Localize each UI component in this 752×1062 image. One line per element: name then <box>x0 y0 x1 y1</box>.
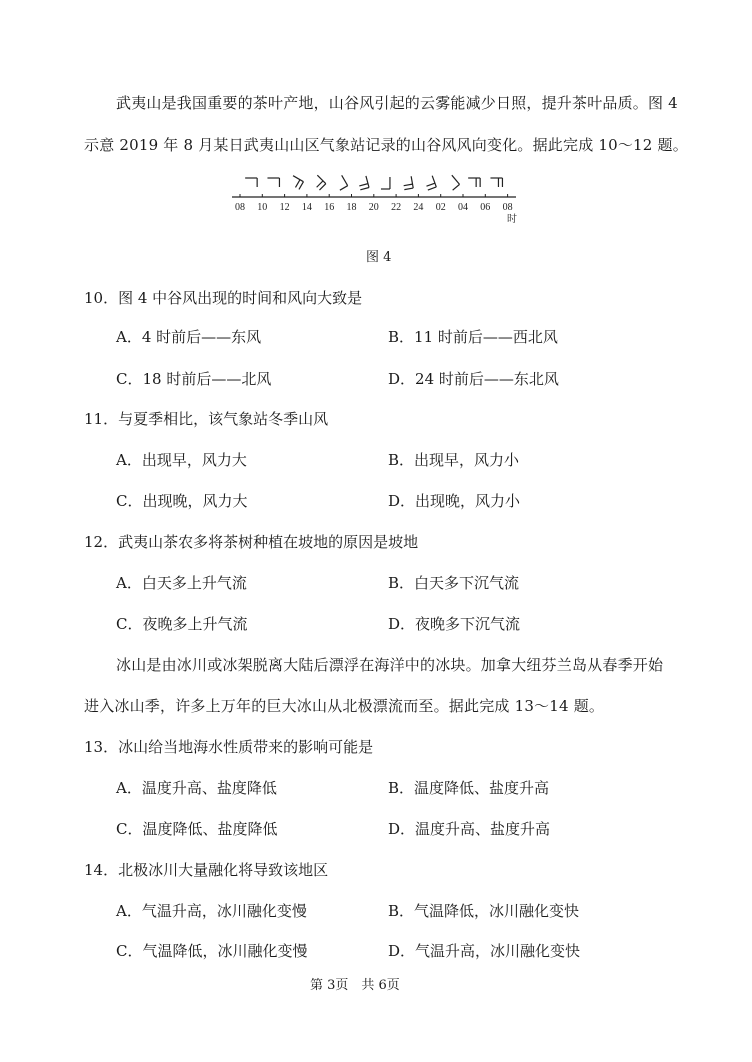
q10-option-a[interactable]: A．4 时前后——东风 <box>116 328 262 346</box>
time-tick-label: 22 <box>391 202 402 213</box>
question-11-stem: 11．与夏季相比，该气象站冬季山风 <box>84 410 329 428</box>
wind-barb <box>468 178 480 187</box>
q10-option-c[interactable]: C．18 时前后——北风 <box>116 370 272 388</box>
q14-option-c[interactable]: C．气温降低，冰川融化变慢 <box>116 942 308 960</box>
q14-option-b[interactable]: B．气温降低，冰川融化变快 <box>388 902 580 920</box>
wind-barb <box>289 176 304 190</box>
question-14-stem: 14．北极冰川大量融化将导致该地区 <box>84 861 329 879</box>
question-13-stem: 13．冰山给当地海水性质带来的影响可能是 <box>84 738 374 756</box>
wind-barb <box>245 178 257 187</box>
q11-option-b[interactable]: B．出现早，风力小 <box>388 451 520 469</box>
time-tick-label: 16 <box>324 202 335 213</box>
wind-barb <box>424 176 437 190</box>
q11-option-a[interactable]: A．出现早，风力大 <box>116 451 247 469</box>
q12-option-a[interactable]: A．白天多上升气流 <box>116 574 247 592</box>
q10-option-d[interactable]: D．24 时前后——东北风 <box>388 370 559 388</box>
question-12-stem: 12．武夷山茶农多将茶树种植在坡地的原因是坡地 <box>84 533 419 551</box>
q13-option-c[interactable]: C．温度降低、盐度降低 <box>116 820 278 838</box>
figure-caption: 图 4 <box>366 250 392 265</box>
time-tick-labels <box>235 202 513 213</box>
time-unit-label: 时 <box>507 214 517 225</box>
wind-barb <box>381 177 390 189</box>
time-tick-label: 24 <box>413 202 424 213</box>
q12-option-d[interactable]: D．夜晚多下沉气流 <box>388 615 521 633</box>
passage1-line1: 武夷山是我国重要的茶叶产地，山谷风引起的云雾能减少日照，提升茶叶品质。图 4 <box>116 94 678 112</box>
q14-option-d[interactable]: D．气温升高，冰川融化变快 <box>388 942 581 960</box>
q12-option-c[interactable]: C．夜晚多上升气流 <box>116 615 248 633</box>
wind-barb <box>334 175 348 190</box>
time-tick-label: 08 <box>235 202 245 213</box>
wind-barb <box>402 176 413 189</box>
time-tick-label: 12 <box>279 202 290 213</box>
q13-option-b[interactable]: B．温度降低、盐度升高 <box>388 779 550 797</box>
passage1-line2: 示意 2019 年 8 月某日武夷山山区气象站记录的山谷风风向变化。据此完成 10～12 题。 <box>84 136 688 154</box>
time-tick-label: 14 <box>301 202 312 213</box>
time-tick-label: 10 <box>257 202 268 213</box>
wind-direction-figure <box>226 170 526 232</box>
wind-barb <box>267 178 279 187</box>
q10-option-b[interactable]: B．11 时前后——西北风 <box>388 328 558 346</box>
passage2-line2: 进入冰山季，许多上万年的巨大冰山从北极漂流而至。据此完成 13～14 题。 <box>84 697 605 715</box>
time-tick-label: 20 <box>368 202 379 213</box>
time-tick-label: 06 <box>480 202 491 213</box>
time-tick-label: 02 <box>435 202 446 213</box>
wind-barbs <box>245 175 502 190</box>
wind-barb <box>357 176 369 190</box>
passage2-line1: 冰山是由冰川或冰架脱离大陆后漂浮在海洋中的冰块。加拿大纽芬兰岛从春季开始 <box>116 656 664 674</box>
q14-option-a[interactable]: A．气温升高，冰川融化变慢 <box>116 902 307 920</box>
time-tick-label: 04 <box>458 202 468 213</box>
q12-option-b[interactable]: B．白天多下沉气流 <box>388 574 520 592</box>
q13-option-a[interactable]: A．温度升高、盐度降低 <box>116 779 277 797</box>
time-tick-label: 18 <box>346 202 357 213</box>
q11-option-d[interactable]: D．出现晚，风力小 <box>388 492 521 510</box>
q11-option-c[interactable]: C．出现晚，风力大 <box>116 492 248 510</box>
q13-option-d[interactable]: D．温度升高、盐度升高 <box>388 820 551 838</box>
time-tick-label: 08 <box>502 202 513 213</box>
wind-barb <box>490 178 502 187</box>
wind-barb <box>445 175 460 190</box>
page-footer: 第 3页 共 6页 <box>310 978 400 993</box>
question-10-stem: 10．图 4 中谷风出现的时间和风向大致是 <box>84 289 363 307</box>
wind-barb <box>311 175 326 190</box>
